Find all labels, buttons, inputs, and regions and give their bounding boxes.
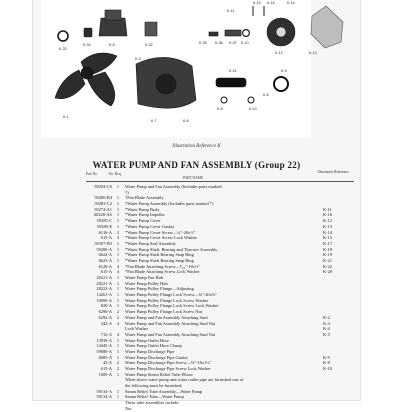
part-name-cell: *Water Pump Shaft Bearing Snap Ring — [125, 257, 194, 263]
quantity-cell: 2 — [116, 360, 120, 366]
quantity-cell: 1 — [116, 348, 120, 354]
part-name-cell: *Water Pump Impeller — [125, 212, 165, 218]
part-name-cell: Water Pump Discharge Pipe Gasket — [125, 354, 188, 360]
quantity-cell: 1 — [116, 195, 120, 201]
part-number-cell: 342-A — [100, 320, 112, 326]
callout-label: K-9 — [281, 69, 287, 73]
part-number-cell: 59187-B3 — [94, 240, 112, 246]
part-name-cell: the following must be furnished: — [125, 383, 183, 389]
part-number-cell: 6290-A — [98, 309, 112, 315]
column-header-illustration-ref: Illustration Reference — [317, 170, 349, 174]
part-name-cell: *Water Pump Cover Gasket — [125, 223, 175, 229]
part-number-cell: 615-A — [100, 366, 112, 371]
callout-label: K-15 — [253, 1, 261, 5]
part-name-cell: Water Pump Discharge Pipe Screw—⅜"-16x1¼" — [125, 360, 212, 366]
part-name-cell: †Water Pump Assembly (Includes parts marked *) — [125, 201, 214, 207]
column-header-part-no: Part No. — [86, 172, 98, 176]
part-number-cell: 28222-A — [96, 286, 112, 292]
callout-label: K-8 — [217, 107, 223, 111]
illustration-ref-cell: K-10 — [323, 366, 333, 371]
callout-label: K-8 — [263, 93, 269, 97]
quantity-cell: 4 — [116, 263, 120, 269]
part-name-cell: Water Pump Pulley Flange Lock Screw—⅜"-20x⅝" — [125, 292, 217, 298]
illustration-ref-cell: K-14 — [323, 229, 333, 235]
illustration-ref-cell: K-20 — [323, 269, 333, 275]
quantity-cell: 1 — [116, 240, 120, 246]
illustration-ref-cell: K-12 — [323, 218, 333, 224]
part-number-cell: 615-A — [100, 235, 112, 241]
part-number-cell: 6623-A — [98, 257, 112, 263]
illustration-ref-cell: K-21 — [323, 257, 333, 263]
part-number-cell: 14261-A — [96, 292, 112, 298]
quantity-cell: 1 — [116, 206, 120, 212]
part-name-cell: *Water Pump Shaft, Bearing and Thrower Assembly — [125, 246, 218, 252]
part-name-cell: *Fan Blade Attaching Screw Lock Washer — [125, 269, 200, 275]
part-name-cell: Water Pump Pulley Flange Lock Screw Nut — [125, 309, 202, 315]
part-name-cell: Water Pump and Fan Assembly Attaching Stud — [125, 314, 208, 320]
part-name-cell: *Water Pump Cover Screw—¼"-20x½" — [125, 229, 196, 235]
part-number-cell: 712-A — [100, 331, 112, 337]
quantity-cell: 1 — [116, 371, 120, 377]
part-number-cell: 59286-E — [96, 223, 112, 229]
part-number-cell: 59280-B4 — [94, 195, 112, 201]
part-name-cell: Water Pump Outlet Hose — [125, 337, 169, 343]
quantity-cell: 2 — [116, 314, 120, 320]
quantity-cell: 1 — [116, 275, 120, 280]
part-name-cell: Water Pump Pulley Flange Lock Screw Washer — [125, 297, 209, 303]
illustration-ref-cell: K-4 — [323, 326, 330, 332]
callout-label: K-12 — [275, 51, 283, 55]
part-number-cell: 820-A — [100, 303, 112, 309]
part-number-cell: 59680-A — [96, 348, 112, 354]
illustration-ref-cell: K-13 — [323, 223, 333, 229]
column-header-no-req: No. Req. — [108, 172, 122, 176]
illustration-ref-cell: K-2 — [323, 314, 330, 320]
part-number-cell: 13939-A — [96, 337, 112, 343]
part-number-cell: 10006-A — [96, 297, 112, 303]
callout-label: K-33 — [59, 47, 67, 51]
water-pump-exploded-view — [41, 0, 317, 138]
callout-label: K-11 — [227, 9, 235, 13]
illustration-ref-cell: K-8 — [323, 360, 330, 366]
part-number-cell: 60228-AS — [93, 212, 112, 218]
callout-label: K-36 — [215, 41, 223, 45]
part-name-cell: When above water pump and water outlet pipe are furnished one of — [125, 377, 244, 383]
illustration-ref-cell: K-16 — [323, 212, 333, 218]
part-number-cell: 28221-A — [96, 280, 112, 286]
quantity-cell: 1 — [116, 388, 120, 394]
part-name-cell: Water Pump and Fan Assembly Attaching Stud Nut — [125, 331, 216, 337]
part-name-cell: Nut — [125, 405, 132, 411]
parts-table — [33, 184, 360, 412]
part-name-cell: Water Pump Pulley Hub — [125, 280, 168, 286]
quantity-cell: 4 — [116, 269, 120, 275]
part-number-cell: 615-A — [100, 269, 112, 275]
quantity-cell: 1 — [116, 223, 120, 229]
part-name-cell: Water Pump and Fan Assembly Attaching Stud Nut — [125, 320, 216, 326]
callout-label: K-5 — [109, 43, 115, 47]
part-number-cell: 59285-C — [96, 218, 112, 224]
catalog-page — [33, 0, 360, 411]
table-row — [33, 406, 360, 412]
quantity-cell: 1 — [116, 303, 120, 309]
quantity-cell: 2 — [116, 229, 120, 235]
part-name-cell: These tube assemblies include: — [125, 400, 180, 406]
illustration-ref-cell: K-17 — [323, 240, 333, 246]
illustration-ref-cell: K-5 — [323, 331, 330, 337]
callout-label: K-21 — [229, 69, 237, 73]
quantity-cell: 1 — [116, 343, 120, 349]
quantity-cell: 1 — [116, 286, 120, 292]
part-name-cell: Water Pump Outlet Hose Clamp — [125, 343, 182, 349]
part-number-cell: 45-A — [102, 360, 112, 366]
quantity-cell: 1 — [116, 246, 120, 252]
illustration-caption: Illustration Reference K — [172, 144, 221, 149]
callout-label: K-13 — [309, 51, 317, 55]
quantity-cell: 1 — [116, 184, 120, 189]
illustration-ref-cell: K-11 — [323, 206, 332, 212]
quantity-cell: 1 — [116, 257, 120, 263]
callout-label: K-7 — [151, 119, 157, 123]
part-name-cell: Water Pump Discharge Pipe — [125, 348, 175, 354]
quantity-cell: 1 — [116, 354, 120, 360]
section-title: WATER PUMP AND FAN ASSEMBLY (Group 22) — [92, 160, 301, 170]
quantity-cell: 4 — [116, 320, 120, 326]
part-name-cell: *Water Pump Shaft Bearing Snap Ring — [125, 252, 194, 258]
quantity-cell: 2 — [116, 366, 120, 371]
quantity-cell: 3 — [116, 235, 120, 241]
callout-label: K-10 — [249, 107, 257, 111]
exploded-parts-illustration — [41, 0, 317, 138]
quantity-cell: 1 — [116, 337, 120, 343]
illustration-ref-cell: K-22 — [323, 263, 333, 269]
part-number-cell: 6292-A — [98, 314, 112, 320]
part-name-cell: Water Pump Fan Hub — [125, 275, 164, 280]
callout-label: K-10 — [241, 41, 249, 45]
part-number-cell: 59134-A — [96, 388, 112, 394]
callout-label: K-32 — [145, 43, 153, 47]
callout-label: K-3 — [135, 57, 141, 61]
quantity-cell: 1 — [116, 201, 120, 207]
part-number-cell: 28221-A — [96, 275, 112, 280]
part-number-cell: 59134-A — [96, 394, 112, 400]
part-name-cell: *Water Pump Cover — [125, 218, 161, 224]
header-rule — [86, 181, 354, 182]
part-name-cell: Water Pump Pulley Flange Lock Screw Lock Washer — [125, 303, 219, 309]
quantity-cell: 1 — [116, 252, 120, 258]
part-name-cell: Water Pump Pulley Flange—Adjusting — [125, 286, 194, 292]
part-name-cell: Steam Relief Tube—Water Pump — [125, 394, 184, 400]
quantity-cell: 1 — [116, 212, 120, 218]
quantity-cell: 1 — [116, 297, 120, 303]
part-name-cell: Water Pump and Fan Assembly (Includes parts marked — [125, 184, 222, 189]
part-name-cell: †) — [125, 189, 129, 195]
part-number-cell: 6126-A — [98, 263, 112, 269]
illustration-ref-cell: K-19 — [323, 252, 333, 258]
part-name-cell: *Fan Blade Attaching Screw—⁵⁄₁₆"-18x½" — [125, 263, 201, 269]
part-number-cell: 14445-A — [96, 343, 112, 349]
illustration-ref-cell: K-3 — [323, 320, 330, 326]
quantity-cell: 2 — [116, 309, 120, 315]
illustration-ref-cell: K-18 — [323, 246, 333, 252]
quantity-cell: 1 — [116, 292, 120, 298]
illustration-ref-cell: K-9 — [323, 354, 330, 360]
part-name-cell: Water Pump Discharge Pipe Screw Lock Washer — [125, 366, 211, 371]
part-number-cell: 59294-CS — [94, 184, 112, 189]
callout-label: K-34 — [83, 43, 91, 47]
callout-label: K-35 — [199, 41, 207, 45]
part-name-cell: Water Pump Steam Relief Tube Elbow — [125, 371, 194, 377]
callout-label: K-1 — [63, 115, 69, 119]
part-name-cell: *Water Pump Cover Screw Lock Washer — [125, 235, 198, 241]
part-number-cell: 6116-A — [98, 229, 112, 235]
quantity-cell: 1 — [116, 218, 120, 224]
part-number-cell: 1609-A — [98, 371, 112, 377]
part-name-cell: *Water Pump Seal Assembly — [125, 240, 176, 246]
part-number-cell: 59274-A1 — [94, 206, 112, 212]
part-name-cell: Lock Washer — [125, 326, 149, 332]
quantity-cell: 1 — [116, 394, 120, 400]
callout-label: K-6 — [183, 119, 189, 123]
illustration-ref-cell: K-15 — [323, 235, 333, 241]
part-name-cell: Steam Relief Tube Assembly—Water Pump — [125, 388, 203, 394]
part-number-cell: 6085-A — [98, 354, 112, 360]
part-number-cell: 59283-C2 — [94, 201, 112, 207]
part-name-cell: *Water Pump Body — [125, 206, 160, 212]
quantity-cell: 1 — [116, 280, 120, 286]
part-number-cell: 59286-A — [96, 246, 112, 252]
part-number-cell: 6622-A — [98, 252, 112, 258]
quantity-cell: 4 — [116, 331, 120, 337]
column-header-part-name: PART NAME — [183, 176, 204, 180]
part-name-cell: †Fan Blade Assembly — [125, 195, 164, 201]
callout-label: K-37 — [229, 41, 237, 45]
callout-label: K-16 — [267, 1, 275, 5]
callout-label: K-14 — [287, 1, 295, 5]
